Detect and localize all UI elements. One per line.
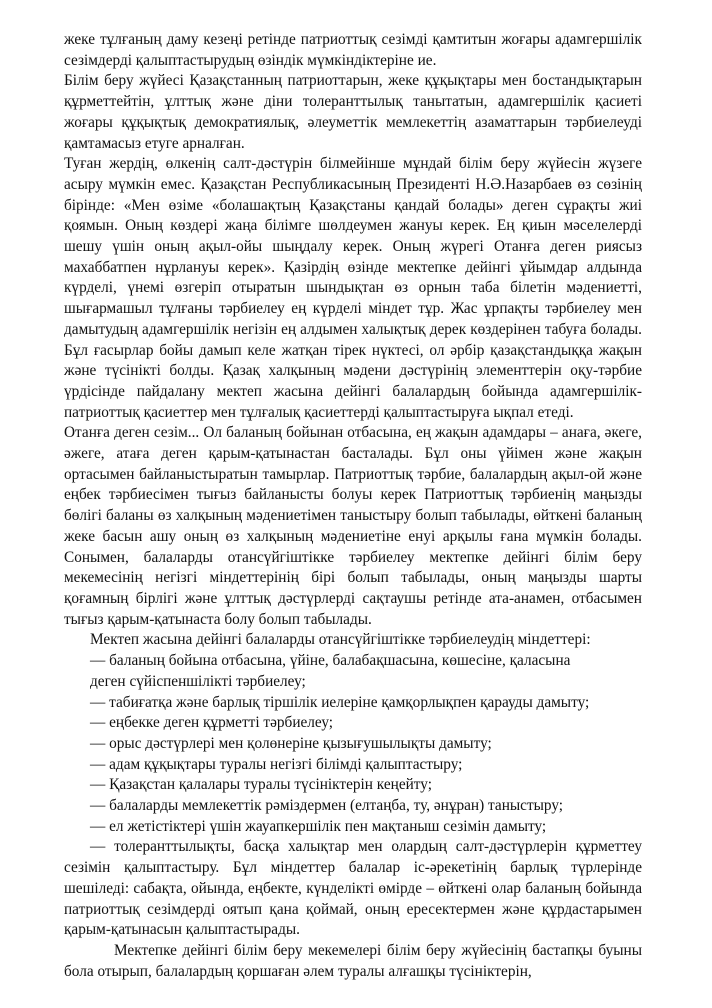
paragraph-3: Туған жердің, өлкенің салт-дәстүрін білмейінше мұндай білім беру жүйесін жүзеге асыру мүмкін емес. Қазақстан Республикасының Президенті Н.Ә.Назарбаев өз сөзінің бірінде: «Мен өзіме «болашақтың Қазақстаны қандай болады» деген сұрақты жиі қоямын. Оның көздері жаңа білімге шөлдеумен жануы керек. Ең қиын мәселелерді шешу үшін оның ақыл-ойы шыңдалу керек. Оның жүрегі Отанға деген риясыз махаббатпен нұрлануы керек». Қазірдің өзінде мектепке дейінгі ұйымдар алдында күрделі, үнемі өзгеріп отыратын шындықтан өз орнын таба білетін мәдениетті, шығармашыл тұлғаны тәрбиелеу ең күрделі міндет тұр. Жас ұрпақты тәрбиелеу мен дамытудың адамгершілік негізін ең алдымен халықтық дерек көздерінен табуға болады. Бұл ғасырлар бойы дамып келе жатқан тірек нүктесі, ол әрбір қазақстандыққа жақын және түсінікті болды. Қазақ халқының мәдени дәстүрінің элементтерін оқу-тәрбие үрдісінде пайдалану мектеп жасына дейінгі балалардың бойында адамгершілік-патриоттық қасиеттер мен тұлғалық қасиеттерді қалыптастыруға ықпал етеді. <box>64 155 642 421</box>
paragraph-4: Отанға деген сезім... Ол баланың бойынан отбасына, ең жақын адамдары – анаға, әкеге, әжеге, атаға деген қарым-қатынастан басталады. Бұл оны үйімен және жақын ортасымен байланыстыратын тамырлар. Патриоттық тәрбие, балалардың ақыл-ой және еңбек тәрбиесімен тығыз байланысты болуы керек Патриоттық тәрбиенің маңызды бөлігі баланы өз халқының мәдениетімен таныстыру болып табылады, өйткені баланың жеке басын ашу оның өз халқының мәдениетіне енуі арқылы ғана мүмкін болады. Сонымен, балаларды отансүйгіштікке тәрбиелеу мектепке дейінгі білім беру мекемесінің негізгі міндеттерінің бірі болып табылады, оның маңызды шарты қоғамның бірлігі және ұлттық дәстүрлерді сақтаушы ретінде ата-анамен, отбасымен тығыз қарым-қатынаста болу болып табылады. <box>64 424 642 628</box>
list-item: — адам құқықтары туралы негізгі білімді қалыптастыру; <box>90 755 463 773</box>
list-item: — Қазақстан қалалары туралы түсініктерін кеңейту; <box>90 776 432 794</box>
list-item: — табиғатқа және барлық тіршілік иелеріне қамқорлықпен қарауды дамыту; <box>90 693 590 711</box>
paragraph-6: Мектепке дейінгі білім беру мекемелері білім беру жүйесінің бастапқы буыны бола отырып, балалардың қоршаған әлем туралы алғашқы түсініктерін, <box>64 941 642 980</box>
list-item: — баланың бойына отбасына, үйіне, балабақшасына, көшесіне, қаласына <box>90 652 571 670</box>
list-heading: Мектеп жасына дейінгі балаларды отансүйгіштікке тәрбиелеудің міндеттері: <box>90 631 591 649</box>
list-item: — ел жетістіктері үшін жауапкершілік пен мақтаныш сезімін дамыту; <box>90 817 547 835</box>
list-item: деген сүйіспеншілікті тәрбиелеу; <box>90 672 306 690</box>
task-list <box>64 651 642 837</box>
paragraph-2: Білім беру жүйесі Қазақстанның патриоттарын, жеке құқықтары мен бостандықтарын құрметтейтін, ұлттық және діни толеранттылық танытатын, адамгершілік қасиеті жоғары құқықтық демократиялық, әлеуметтік мемлекеттің азаматтарын тәрбиелеуді қамтамасыз етуге арналған. <box>64 72 642 152</box>
paragraph-5: — толеранттылықты, басқа халықтар мен олардың салт-дәстүрлерін құрметтеу сезімін қалыптастыру. Бұл міндеттер балалар іс-әрекетінің барлық түрлерінде шешіледі: сабақта, ойында, еңбекте, күнделікті өмірде – өйткені олар баланың бойында патриоттық сезімдерді оятып қана қоймай, оның ересектермен және құрдастарымен қарым-қатынасын қалыптастырады. <box>64 838 642 939</box>
document-page <box>64 30 642 982</box>
list-item: — балаларды мемлекеттік рәміздермен (елтаңба, ту, әнұран) таныстыру; <box>90 797 564 815</box>
list-item: — еңбекке деген құрметті тәрбиелеу; <box>90 714 334 732</box>
list-item: — орыс дәстүрлері мен қолөнеріне қызығушылықты дамыту; <box>90 734 492 752</box>
paragraph-1: жеке тұлғаның даму кезеңі ретінде патриоттық сезімді қамтитын жоғары адамгершілік сезімдерді қалыптастырудың өзіндік мүмкіндіктеріне ие. <box>64 31 642 69</box>
